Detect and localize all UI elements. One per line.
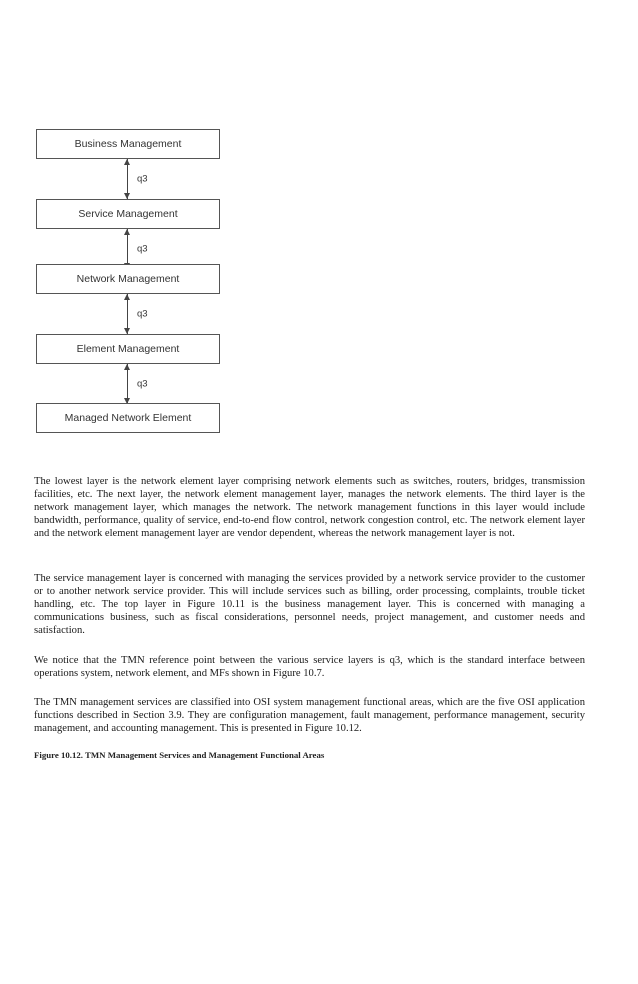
q3-connector-3 — [122, 294, 152, 334]
interface-label: q3 — [137, 173, 148, 185]
q3-connector-2 — [122, 229, 152, 269]
arrow-up-icon — [124, 159, 130, 165]
interface-label: q3 — [137, 243, 148, 255]
layer-service-management: Service Management — [36, 199, 220, 229]
tmn-layer-diagram — [0, 0, 638, 460]
arrow-up-icon — [124, 229, 130, 235]
layer-network-management: Network Management — [36, 264, 220, 294]
interface-label: q3 — [137, 308, 148, 320]
layer-business-management: Business Management — [36, 129, 220, 159]
body-paragraph-1: The lowest layer is the network element layer comprising network elements such as switches, routers, bridges, transmission facilities, etc. The next layer, the network element management layer, manages the network elements. The third layer is the network management layer, which manages the network. The network management functions in this layer would include bandwidth, performance, quality of service, end-to-end flow control, network congestion control, etc. The network element layer and the network element management layer are vendor dependent, whereas the network management layer is not. — [34, 476, 585, 540]
layer-element-management: Element Management — [36, 334, 220, 364]
body-paragraph-4: The TMN management services are classified into OSI system management functional areas, which are the five OSI application functions described in Section 3.9. They are configuration management, fault management, performance management, security management, and accounting management. This is presented in Figure 10.12. — [34, 697, 585, 735]
q3-connector-4 — [122, 364, 152, 404]
body-paragraph-2: The service management layer is concerned with managing the services provided by a network service provider to the customer or to another network service provider. This will include services such as billing, order processing, complaints, trouble ticket handling, etc. The top layer in Figure 10.11 is the business management layer. This is concerned with managing a communications business, such as fiscal considerations, personnel needs, project management, and customer needs and satisfaction. — [34, 573, 585, 637]
body-paragraph-3: We notice that the TMN reference point between the various service layers is q3, which is the standard interface between operations system, network element, and MFs shown in Figure 10.7. — [34, 655, 585, 680]
figure-caption: Figure 10.12. TMN Management Services and Management Functional Areas — [34, 750, 325, 760]
q3-connector-1 — [122, 159, 152, 199]
arrow-up-icon — [124, 364, 130, 370]
layer-managed-network-element: Managed Network Element — [36, 403, 220, 433]
arrow-up-icon — [124, 294, 130, 300]
interface-label: q3 — [137, 378, 148, 390]
